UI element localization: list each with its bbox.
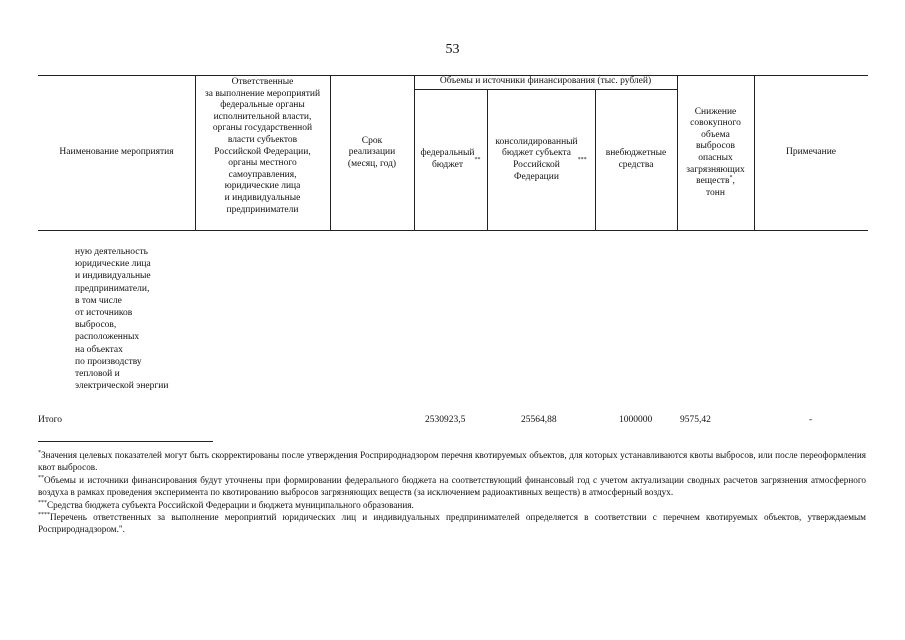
footnote (38, 449, 866, 474)
total-federal: 2530923,5 (425, 415, 466, 425)
footnote-text: Объемы и источники финансирования будут уточнены при формировании федерального бюджета на соответствующий финансовый год с учетом актуализации сводных расчетов загрязнения атмосферного воздуха в рамках проведения эксперимента по квотированию выбросов загрязняющих веществ (за исключением радиоактивных веществ) в атмосферный воздух. (38, 474, 866, 498)
total-consolidated: 25564,88 (521, 415, 557, 425)
total-extrabudget: 1000000 (619, 415, 653, 425)
header-reduction-unit: , тонн (706, 176, 735, 198)
total-reduction: 9575,42 (680, 415, 711, 425)
header-federal: федеральный бюджет ** (420, 148, 481, 170)
footnote (38, 499, 866, 511)
footnotes (38, 449, 866, 536)
header-reduction-text: Снижение совокупного объема выбросов опасных загрязняющих веществ (686, 106, 745, 187)
header-note: Примечание (785, 147, 837, 158)
header-consolidated: консолидированный бюджет субъекта Российской Федерации *** (495, 136, 587, 182)
header-name: Наименование мероприятия (59, 147, 174, 158)
header-federal-text: федеральный бюджет (420, 148, 475, 170)
footnote-text: Средства бюджета субъекта Российской Федерации и бюджета муниципального образования. (47, 499, 414, 510)
header-funding-group: Объемы и источники финансирования (тыс. рублей) (439, 76, 652, 87)
continued-row-text: ную деятельность юридические лица и индивидуальные предприниматели, в том числе от источников выбросов, расположенных на объектах по производству тепловой и электрической энергии (75, 247, 169, 392)
footnote (38, 474, 866, 499)
footnote-mark: ** (38, 474, 44, 481)
footnote-mark: *** (38, 499, 47, 506)
footnote-mark: * (38, 449, 41, 456)
footnote-text: Перечень ответственных за выполнение мероприятий юридических лиц и индивидуальных предпринимателей определяется в соответствии с перечнем квотируемых объектов, утверждаемым Росприроднадзором.". (38, 512, 866, 535)
page-number: 53 (445, 42, 460, 57)
footnote-mark: * (729, 175, 733, 182)
total-label: Итого (38, 415, 63, 425)
table-header (38, 75, 868, 231)
footnote (38, 511, 866, 536)
total-note: - (809, 415, 813, 425)
footnote-rule (38, 441, 213, 442)
footnote-text: Значения целевых показателей могут быть скорректированы после утверждения Росприроднадзором перечня квотируемых объектов, для которых устанавливаются квоты выбросов, или после переоформления квот выбросов. (38, 450, 866, 473)
header-responsible: Ответственные за выполнение мероприятий федеральные органы исполнительной власти, органы государственной власти субъектов Российской Федерации, органы местного самоуправления, юридические лица и индивидуальные предприниматели (204, 77, 321, 215)
header-term: Срок реализации (месяц, год) (347, 135, 397, 169)
footnote-mark: **** (38, 511, 50, 518)
header-extrabudget: внебюджетные средства (605, 148, 667, 170)
header-consolidated-text: консолидированный бюджет субъекта Российской Федерации (495, 136, 578, 182)
header-reduction (677, 75, 754, 231)
